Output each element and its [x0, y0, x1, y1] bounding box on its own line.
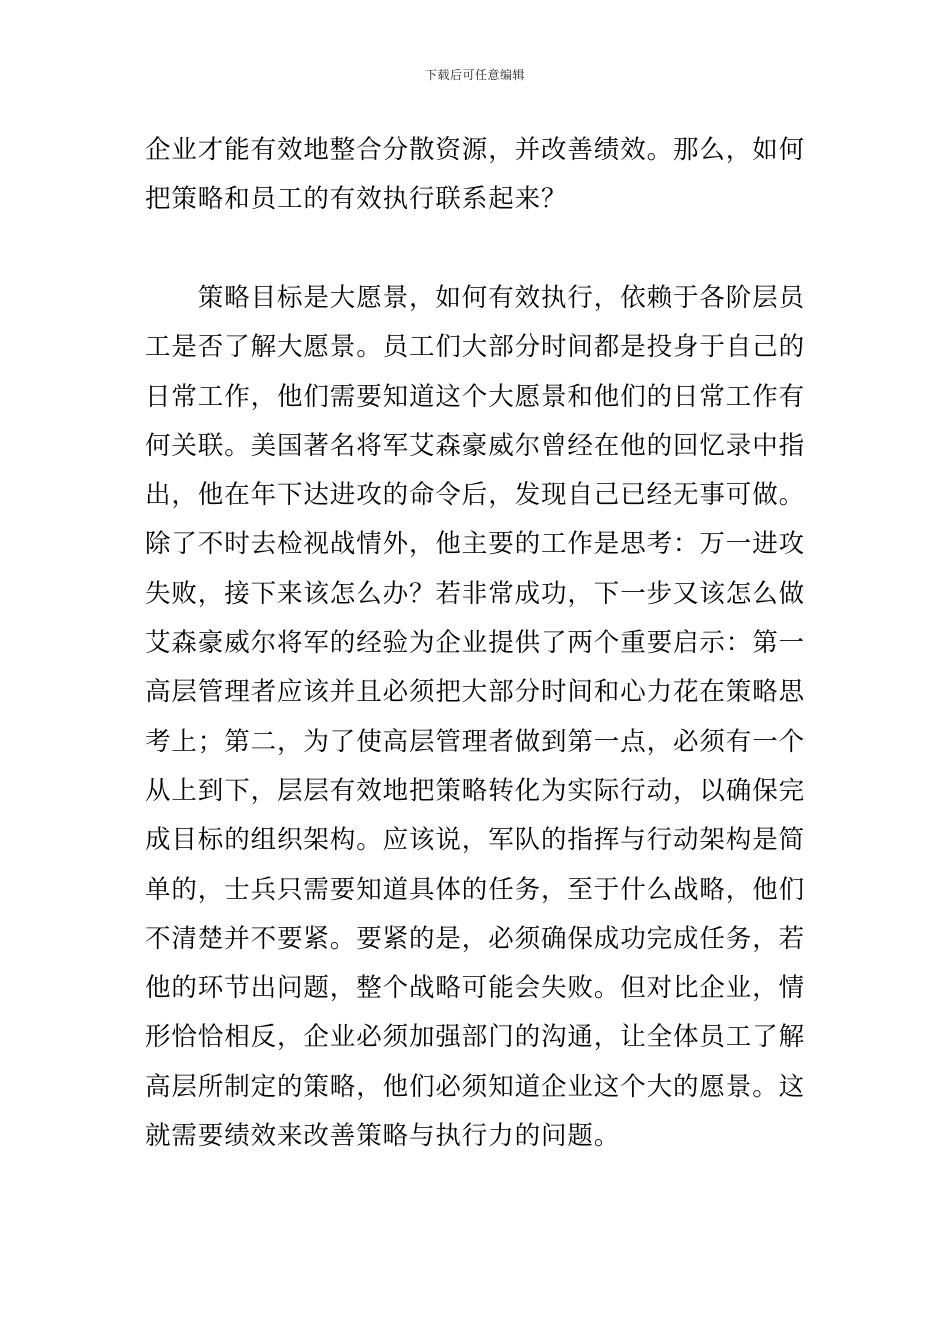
text-line: 艾森豪威尔将军的经验为企业提供了两个重要启示：第一 [145, 628, 806, 659]
text-line: 把策略和员工的有效执行联系起来？ [145, 184, 568, 215]
text-line: 日常工作，他们需要知道这个大愿景和他们的日常工作有 [145, 381, 806, 412]
text-line: 高层所制定的策略，他们必须知道企业这个大的愿景。这 [145, 1071, 806, 1102]
text-line: 出，他在年下达进攻的命令后，发现自己已经无事可做。 [145, 480, 806, 511]
text-line: 失败，接下来该怎么办？若非常成功，下一步又该怎么做 [145, 578, 806, 609]
text-line: 策略目标是大愿景，如何有效执行，依赖于各阶层员 [145, 283, 806, 313]
text-line: 考上；第二，为了使高层管理者做到第一点，必须有一个 [145, 726, 806, 757]
paragraph-1 [145, 126, 807, 225]
text-line: 他的环节出问题，整个战略可能会失败。但对比企业，情 [145, 973, 806, 1004]
text-line: 除了不时去检视战情外，他主要的工作是思考：万一进攻 [145, 529, 806, 560]
page-header: 下载后可任意编辑 [424, 68, 525, 82]
text-line: 工是否了解大愿景。员工们大部分时间都是投身于自己的 [145, 332, 806, 363]
text-line: 企业才能有效地整合分散资源，并改善绩效。那么，如何 [145, 135, 806, 165]
text-line: 何关联。美国著名将军艾森豪威尔曾经在他的回忆录中指 [145, 430, 806, 461]
text-line: 成目标的组织架构。应该说，军队的指挥与行动架构是简 [145, 825, 806, 856]
text-line: 单的，士兵只需要知道具体的任务，至于什么战略，他们 [145, 874, 806, 905]
text-line: 从上到下，层层有效地把策略转化为实际行动，以确保完 [145, 775, 806, 806]
text-line: 高层管理者应该并且必须把大部分时间和心力花在策略思 [145, 677, 806, 708]
paragraph-2 [145, 274, 807, 1161]
text-line: 不清楚并不要紧。要紧的是，必须确保成功完成任务，若 [145, 923, 806, 954]
text-line: 形恰恰相反，企业必须加强部门的沟通，让全体员工了解 [145, 1022, 806, 1053]
text-line: 就需要绩效来改善策略与执行力的问题。 [145, 1121, 621, 1152]
